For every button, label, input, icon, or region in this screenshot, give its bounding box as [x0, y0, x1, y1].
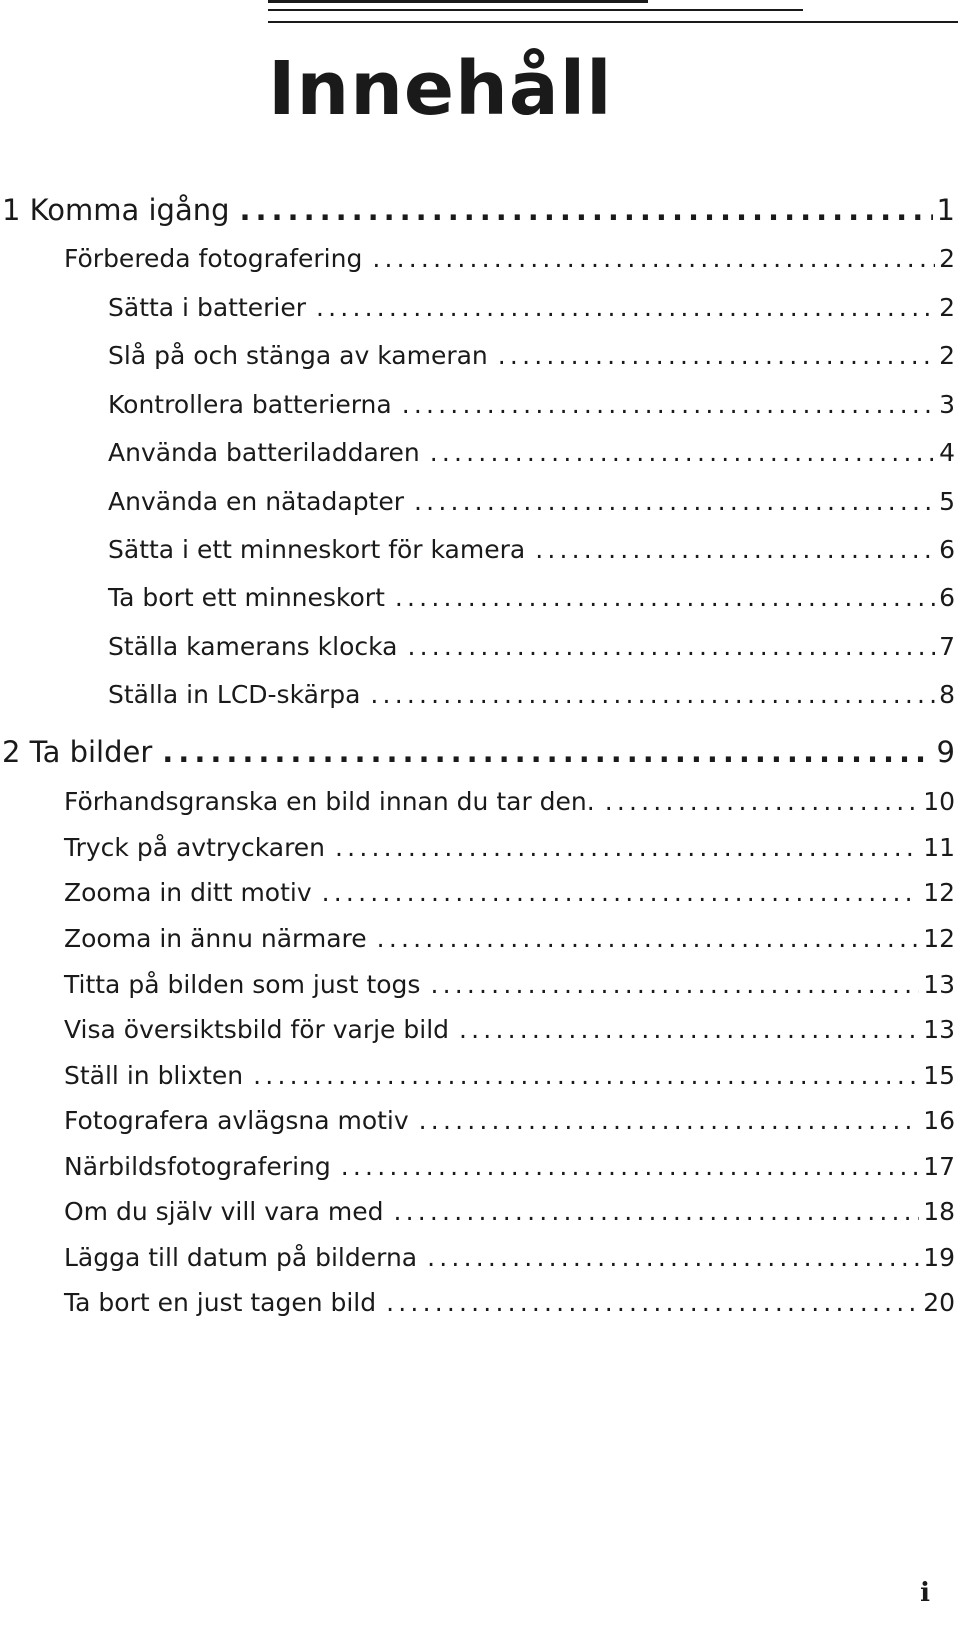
toc-dot-leader — [395, 585, 935, 610]
toc-dot-leader — [430, 972, 919, 997]
toc-entry-page: 4 — [939, 438, 955, 467]
toc-entry-label: Ta bort ett minneskort — [108, 583, 385, 612]
toc-entry-label: Ställa in LCD-skärpa — [108, 680, 361, 709]
toc-entry-label: Ställ in blixten — [64, 1061, 244, 1090]
toc-entry-page: 1 — [936, 193, 955, 227]
toc-entry-label: Zooma in ännu närmare — [64, 924, 367, 953]
toc-section-entry[interactable] — [64, 1199, 955, 1224]
toc-entry-page: 18 — [923, 1197, 955, 1226]
toc-entry-page: 7 — [939, 632, 955, 661]
toc-entry-label: Om du själv vill vara med — [64, 1197, 384, 1226]
toc-entry-label: Förhandsgranska en bild innan du tar den. — [64, 787, 595, 816]
toc-chapter-entry[interactable] — [2, 193, 955, 227]
toc-dot-leader — [402, 392, 935, 417]
toc-entry-page: 2 — [939, 244, 955, 273]
toc-subsection-entry[interactable] — [108, 585, 955, 610]
toc-entry-label: Tryck på avtryckaren — [64, 833, 326, 862]
toc-dot-leader — [427, 1245, 919, 1270]
toc-subsection-entry[interactable] — [108, 634, 955, 659]
toc-entry-page: 2 — [939, 293, 955, 322]
toc-subsection-entry[interactable] — [108, 343, 955, 368]
toc-dot-leader — [430, 440, 935, 465]
toc-entry-page: 12 — [923, 878, 955, 907]
toc-entry-label: Visa översiktsbild för varje bild — [64, 1015, 450, 1044]
toc-entry-label: 1 Komma igång — [2, 193, 230, 227]
toc-entry-label: Förbereda fotografering — [64, 244, 363, 273]
toc-entry-page: 12 — [923, 924, 955, 953]
toc-dot-leader — [419, 1108, 920, 1133]
toc-dot-leader — [386, 1290, 919, 1315]
toc-section-entry[interactable] — [64, 835, 955, 860]
toc-entry-label: Fotografera avlägsna motiv — [64, 1106, 409, 1135]
toc-entry-page: 15 — [923, 1061, 955, 1090]
toc-entry-page: 6 — [939, 583, 955, 612]
toc-section-entry[interactable] — [64, 1017, 955, 1042]
toc-section-entry[interactable] — [64, 1063, 955, 1088]
toc-dot-leader — [370, 682, 935, 707]
toc-entry-page: 3 — [939, 390, 955, 419]
toc-dot-leader — [535, 537, 935, 562]
toc-entry-page: 6 — [939, 535, 955, 564]
toc-subsection-entry[interactable] — [108, 392, 955, 417]
toc-subsection-entry[interactable] — [108, 489, 955, 514]
toc-entry-page: 16 — [923, 1106, 955, 1135]
toc-section-entry[interactable] — [64, 972, 955, 997]
toc-dot-leader — [407, 634, 935, 659]
toc-dot-leader — [377, 926, 920, 951]
toc-section-entry[interactable] — [64, 1245, 955, 1270]
toc-dot-leader — [414, 489, 935, 514]
toc-subsection-entry[interactable] — [108, 295, 955, 320]
toc-entry-label: Sätta i batterier — [108, 293, 307, 322]
toc-chapter-entry[interactable] — [2, 735, 955, 769]
toc-entry-page: 2 — [939, 341, 955, 370]
toc-dot-leader — [372, 246, 935, 271]
toc-entry-label: Använda en nätadapter — [108, 487, 405, 516]
toc-dot-leader — [393, 1199, 919, 1224]
toc-subsection-entry[interactable] — [108, 440, 955, 465]
toc-dot-leader — [253, 1063, 919, 1088]
toc-section-entry[interactable] — [64, 926, 955, 951]
toc-dot-leader — [316, 295, 935, 320]
toc-section-entry[interactable] — [64, 1154, 955, 1179]
toc-entry-label: Ställa kamerans klocka — [108, 632, 398, 661]
toc-subsection-entry[interactable] — [108, 537, 955, 562]
toc-entry-page: 19 — [923, 1243, 955, 1272]
toc-entry-page: 8 — [939, 680, 955, 709]
toc-entry-label: Titta på bilden som just togs — [64, 970, 421, 999]
toc-entry-page: 20 — [923, 1288, 955, 1317]
page-number: i — [920, 1578, 930, 1608]
toc-entry-page: 10 — [923, 787, 955, 816]
toc-dot-leader — [498, 343, 935, 368]
toc-section-entry[interactable] — [64, 246, 955, 271]
toc-entry-page: 5 — [939, 487, 955, 516]
toc-dot-leader — [459, 1017, 919, 1042]
toc-entry-label: Sätta i ett minneskort för kamera — [108, 535, 526, 564]
toc-entry-label: Slå på och stänga av kameran — [108, 341, 488, 370]
toc-entry-label: Zooma in ditt motiv — [64, 878, 312, 907]
toc-dot-leader — [605, 789, 919, 814]
toc-entry-page: 13 — [923, 970, 955, 999]
toc-section-entry[interactable] — [64, 880, 955, 905]
toc-entry-label: Använda batteriladdaren — [108, 438, 420, 467]
toc-section-entry[interactable] — [64, 1108, 955, 1133]
toc-dot-leader — [341, 1154, 919, 1179]
toc-dot-leader — [162, 738, 932, 767]
toc-entry-label: Ta bort en just tagen bild — [64, 1288, 377, 1317]
toc-entry-label: 2 Ta bilder — [2, 735, 153, 769]
page-title: Innehåll — [268, 46, 613, 132]
toc-section-entry[interactable] — [64, 1290, 955, 1315]
toc-entry-page: 13 — [923, 1015, 955, 1044]
toc-entry-label: Lägga till datum på bilderna — [64, 1243, 418, 1272]
toc-entry-label: Närbildsfotografering — [64, 1152, 331, 1181]
toc-dot-leader — [335, 835, 919, 860]
toc-entry-page: 11 — [923, 833, 955, 862]
toc-entry-page: 9 — [936, 735, 955, 769]
toc-entry-page: 17 — [923, 1152, 955, 1181]
toc-subsection-entry[interactable] — [108, 682, 955, 707]
toc-section-entry[interactable] — [64, 789, 955, 814]
toc-entry-label: Kontrollera batterierna — [108, 390, 392, 419]
toc-dot-leader — [322, 880, 920, 905]
toc-dot-leader — [240, 196, 933, 225]
